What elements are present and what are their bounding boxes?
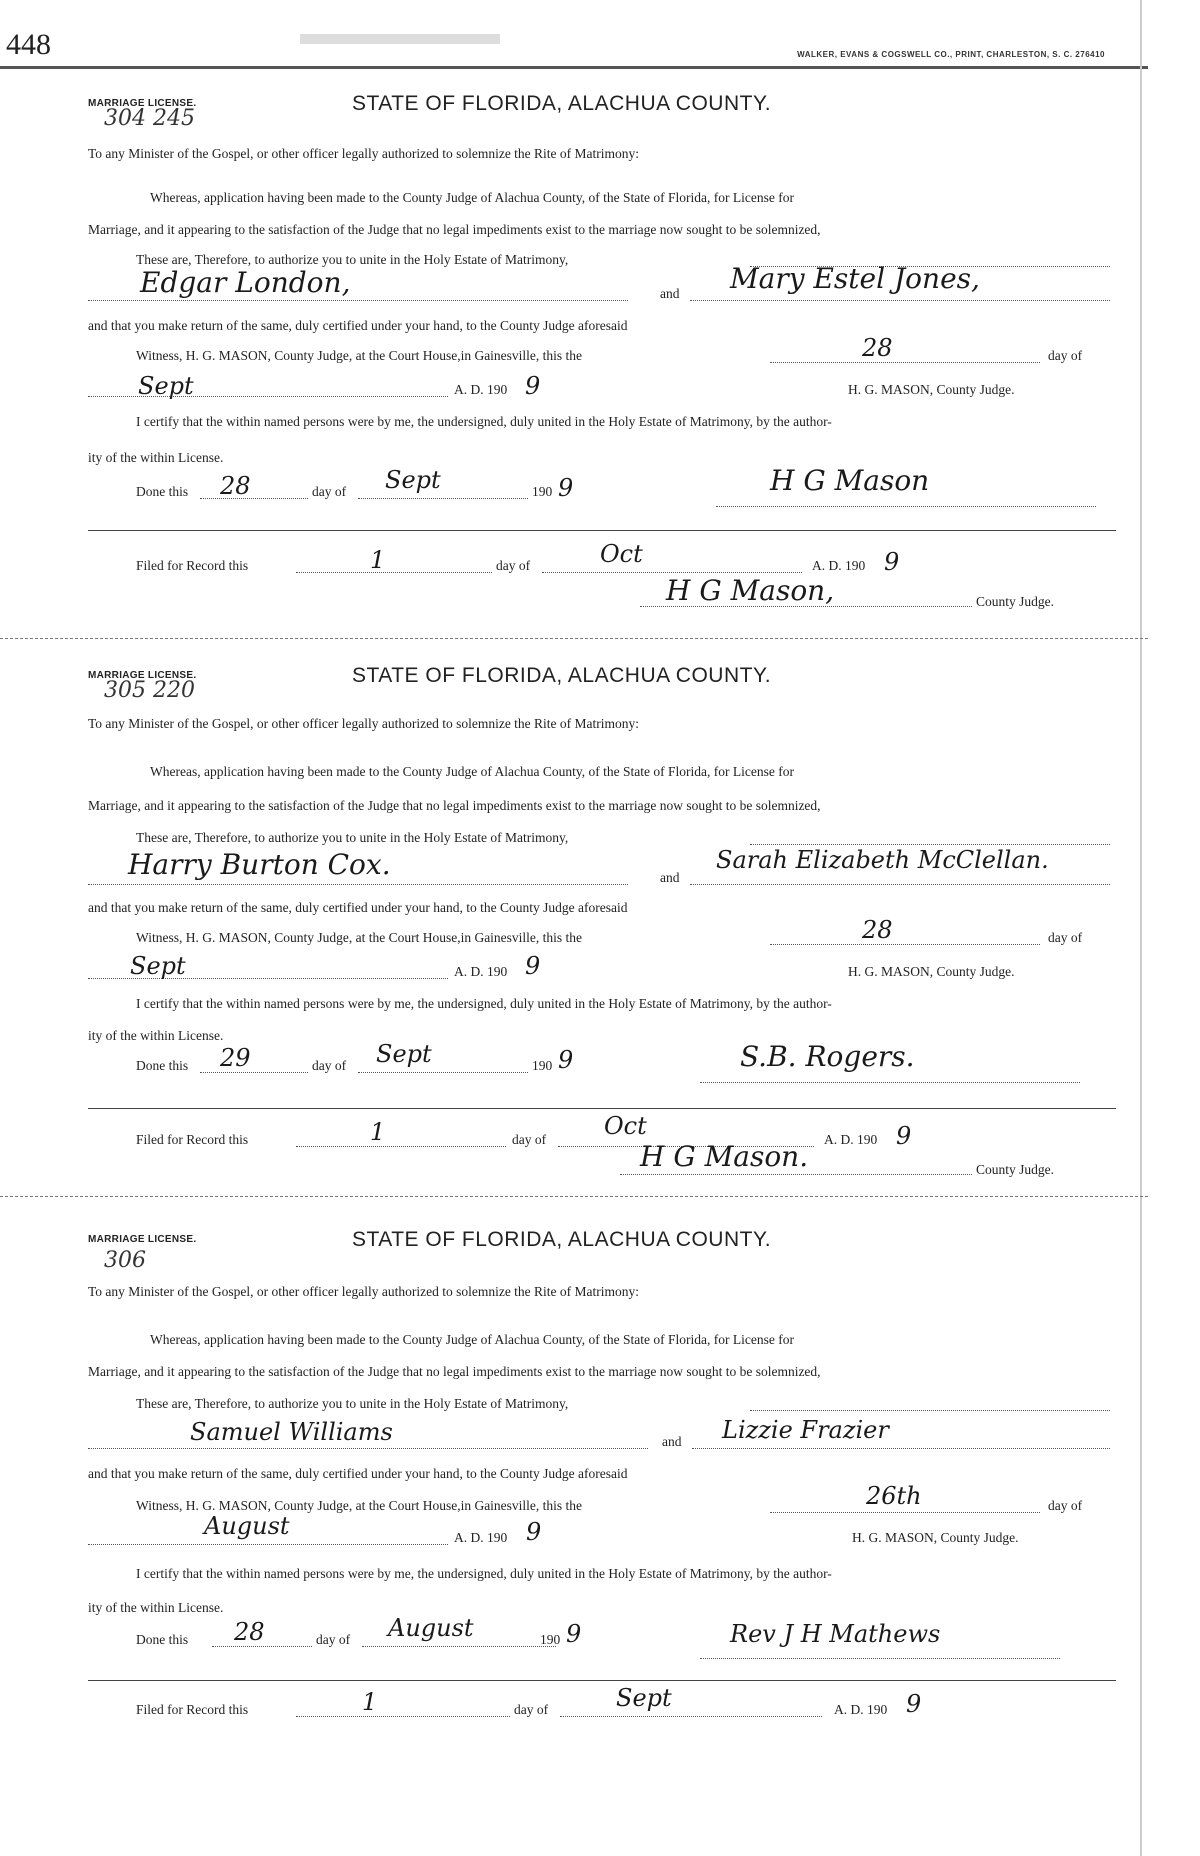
top-smudge — [300, 34, 500, 44]
these-are-line: These are, Therefore, to authorize you to unite in the Holy Estate of Matrimony, — [136, 252, 569, 267]
certify-line: I certify that the within named persons were by me, the undersigned, duly united in the Holy Estate of Matrimony, by the author- — [136, 414, 832, 429]
filed-month: Oct — [600, 540, 643, 568]
done-day-rule — [200, 1072, 308, 1073]
and-word: and — [660, 870, 680, 885]
filed-day: 1 — [370, 1118, 386, 1146]
to-any-line: To any Minister of the Gospel, or other officer legally authorized to solemnize the Rite of Matrimony: — [88, 716, 640, 731]
filed-day-rule — [296, 1716, 510, 1717]
done-day: 28 — [234, 1618, 265, 1646]
groom-rule — [88, 884, 628, 885]
ad-label: A. D. 190 — [454, 1530, 508, 1545]
witness-day-rule — [770, 362, 1040, 363]
license-label: MARRIAGE LICENSE. — [88, 1234, 197, 1245]
filed-month-rule — [560, 1716, 822, 1717]
witness-month: Sept — [138, 372, 194, 400]
marriage-line: Marriage, and it appearing to the satisfaction of the Judge that no legal impediments exist to the marriage now sought to be solemnized, — [88, 798, 821, 813]
witness-line: Witness, H. G. MASON, County Judge, at the Court House,in Gainesville, this the — [136, 930, 583, 945]
officiant-signature: Rev J H Mathews — [730, 1620, 941, 1648]
filed-day-of: day of — [496, 558, 531, 573]
filed-line: Filed for Record this — [136, 1132, 249, 1147]
done-year: 9 — [566, 1620, 582, 1648]
done-month: Sept — [385, 466, 441, 494]
license-number: 304 245 — [104, 106, 195, 131]
dotted-rule — [750, 844, 1110, 845]
dotted-rule — [750, 1410, 1110, 1411]
certify-cont: ity of the within License. — [88, 450, 224, 465]
make-return-line: and that you make return of the same, duly certified under your hand, to the County Judge aforesaid — [88, 900, 628, 915]
officiant-signature: H G Mason — [770, 464, 930, 497]
whereas-line: Whereas, application having been made to the County Judge of Alachua County, of the State of Florida, for License for — [150, 190, 794, 205]
witness-day-rule — [770, 1512, 1040, 1513]
county-judge: County Judge. — [976, 594, 1055, 609]
section-rule — [88, 1108, 1116, 1109]
officiant-rule — [716, 506, 1096, 507]
section-rule — [88, 530, 1116, 531]
witness-day-rule — [770, 944, 1040, 945]
day-of: day of — [1048, 348, 1083, 363]
witness-line: Witness, H. G. MASON, County Judge, at the Court House,in Gainesville, this the — [136, 1498, 583, 1513]
groom-name: Samuel Williams — [190, 1418, 393, 1446]
groom-rule — [88, 1448, 648, 1449]
license-number: 305 220 — [104, 678, 195, 703]
done-190: 190 — [540, 1632, 561, 1647]
marriage-line: Marriage, and it appearing to the satisfaction of the Judge that no legal impediments exist to the marriage now sought to be solemnized, — [88, 1364, 821, 1379]
filed-ad: A. D. 190 — [812, 558, 866, 573]
judge-signature: H. G. MASON, County Judge. — [848, 382, 1015, 397]
witness-day: 28 — [862, 916, 893, 944]
day-of: day of — [1048, 1498, 1083, 1513]
done-month-rule — [358, 1072, 528, 1073]
make-return-line: and that you make return of the same, duly certified under your hand, to the County Judge aforesaid — [88, 318, 628, 333]
certify-line: I certify that the within named persons were by me, the undersigned, duly united in the Holy Estate of Matrimony, by the author- — [136, 1566, 832, 1581]
done-year: 9 — [558, 474, 574, 502]
filed-line: Filed for Record this — [136, 558, 249, 573]
filed-ad: A. D. 190 — [834, 1702, 888, 1717]
witness-month: August — [204, 1512, 290, 1540]
done-this: Done this — [136, 484, 189, 499]
witness-day: 28 — [862, 334, 893, 362]
filed-month: Oct — [604, 1112, 647, 1140]
done-day-of: day of — [312, 1058, 347, 1073]
certify-cont: ity of the within License. — [88, 1600, 224, 1615]
to-any-line: To any Minister of the Gospel, or other officer legally authorized to solemnize the Rite of Matrimony: — [88, 146, 640, 161]
page-edge — [1140, 0, 1142, 1856]
filed-ad: A. D. 190 — [824, 1132, 878, 1147]
witness-month: Sept — [130, 952, 186, 980]
filed-sig-rule — [620, 1174, 972, 1175]
license-divider — [0, 1196, 1148, 1199]
done-day: 29 — [220, 1044, 251, 1072]
filed-signature: H G Mason, — [666, 574, 835, 607]
license-number: 306 — [104, 1248, 146, 1273]
bride-name: Lizzie Frazier — [722, 1416, 889, 1444]
judge-signature: H. G. MASON, County Judge. — [852, 1530, 1019, 1545]
done-day-rule — [212, 1646, 312, 1647]
filed-day-rule — [296, 1146, 506, 1147]
officiant-rule — [700, 1658, 1060, 1659]
page-number: 448 — [6, 28, 51, 61]
printer-imprint: WALKER, EVANS & COGSWELL CO., PRINT, CHARLESTON, S. C. 276410 — [797, 50, 1105, 59]
done-month-rule — [358, 498, 528, 499]
filed-day: 1 — [362, 1688, 378, 1716]
and-word: and — [660, 286, 680, 301]
witness-year: 9 — [525, 372, 541, 400]
ad-label: A. D. 190 — [454, 964, 508, 979]
witness-year: 9 — [526, 1518, 542, 1546]
officiant-signature: S.B. Rogers. — [740, 1040, 915, 1073]
day-of: day of — [1048, 930, 1083, 945]
done-month: Sept — [376, 1040, 432, 1068]
groom-name: Edgar London, — [140, 266, 351, 299]
witness-day: 26th — [866, 1482, 922, 1510]
county-judge: County Judge. — [976, 1162, 1055, 1177]
bride-rule — [692, 1448, 1110, 1449]
groom-name: Harry Burton Cox. — [128, 848, 391, 881]
filed-month-rule — [542, 572, 802, 573]
witness-month-rule — [88, 1544, 448, 1545]
to-any-line: To any Minister of the Gospel, or other officer legally authorized to solemnize the Rite of Matrimony: — [88, 1284, 640, 1299]
filed-day-of: day of — [514, 1702, 549, 1717]
done-day-rule — [200, 498, 308, 499]
bride-name: Mary Estel Jones, — [730, 262, 980, 295]
filed-year: 9 — [896, 1122, 912, 1150]
filed-signature: H G Mason. — [640, 1140, 809, 1173]
bride-name: Sarah Elizabeth McClellan. — [716, 846, 1049, 874]
bride-rule — [690, 300, 1110, 301]
license-divider — [0, 638, 1148, 641]
state-heading: STATE OF FLORIDA, ALACHUA COUNTY. — [352, 92, 772, 115]
license-label: MARRIAGE LICENSE. — [88, 670, 197, 681]
done-190: 190 — [532, 1058, 553, 1073]
done-year: 9 — [558, 1046, 574, 1074]
filed-month: Sept — [616, 1684, 672, 1712]
done-day-of: day of — [312, 484, 347, 499]
state-heading: STATE OF FLORIDA, ALACHUA COUNTY. — [352, 664, 772, 687]
bride-rule — [690, 884, 1110, 885]
filed-day: 1 — [370, 546, 386, 574]
done-190: 190 — [532, 484, 553, 499]
ad-label: A. D. 190 — [454, 382, 508, 397]
done-this: Done this — [136, 1632, 189, 1647]
done-month-rule — [362, 1646, 556, 1647]
whereas-line: Whereas, application having been made to the County Judge of Alachua County, of the State of Florida, for License for — [150, 764, 794, 779]
license-label: MARRIAGE LICENSE. — [88, 98, 197, 109]
filed-year: 9 — [906, 1690, 922, 1718]
done-month: August — [388, 1614, 474, 1642]
done-day-of: day of — [316, 1632, 351, 1647]
and-word: and — [662, 1434, 682, 1449]
officiant-rule — [700, 1082, 1080, 1083]
certify-cont: ity of the within License. — [88, 1028, 224, 1043]
done-this: Done this — [136, 1058, 189, 1073]
filed-day-rule — [296, 572, 492, 573]
groom-rule — [88, 300, 628, 301]
judge-signature: H. G. MASON, County Judge. — [848, 964, 1015, 979]
marriage-line: Marriage, and it appearing to the satisfaction of the Judge that no legal impediments exist to the marriage now sought to be solemnized, — [88, 222, 821, 237]
whereas-line: Whereas, application having been made to the County Judge of Alachua County, of the State of Florida, for License for — [150, 1332, 794, 1347]
witness-year: 9 — [525, 952, 541, 980]
top-rule — [0, 66, 1148, 69]
section-rule — [88, 1680, 1116, 1681]
witness-line: Witness, H. G. MASON, County Judge, at the Court House,in Gainesville, this the — [136, 348, 583, 363]
make-return-line: and that you make return of the same, duly certified under your hand, to the County Judge aforesaid — [88, 1466, 628, 1481]
done-day: 28 — [220, 472, 251, 500]
filed-line: Filed for Record this — [136, 1702, 249, 1717]
these-are-line: These are, Therefore, to authorize you to unite in the Holy Estate of Matrimony, — [136, 1396, 569, 1411]
these-are-line: These are, Therefore, to authorize you to unite in the Holy Estate of Matrimony, — [136, 830, 569, 845]
filed-day-of: day of — [512, 1132, 547, 1147]
certify-line: I certify that the within named persons were by me, the undersigned, duly united in the Holy Estate of Matrimony, by the author- — [136, 996, 832, 1011]
state-heading: STATE OF FLORIDA, ALACHUA COUNTY. — [352, 1228, 772, 1251]
filed-year: 9 — [884, 548, 900, 576]
